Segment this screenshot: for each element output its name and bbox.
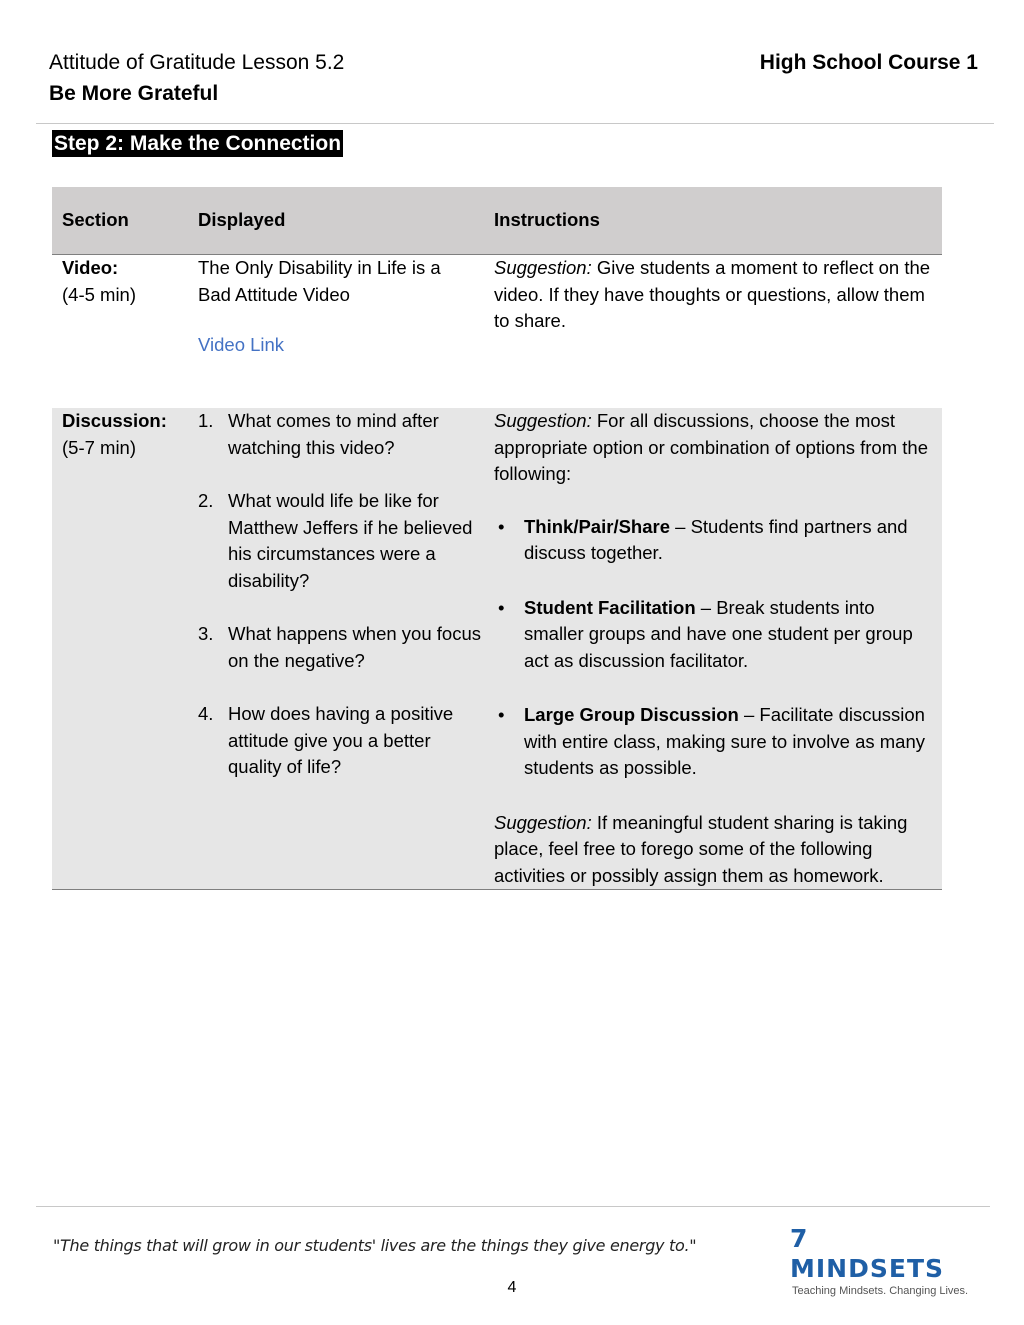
- question-number: 4.: [198, 703, 214, 724]
- question-number: 2.: [198, 490, 214, 511]
- discussion-intro: [494, 408, 932, 488]
- discussion-closing: [494, 810, 932, 890]
- footer-divider: [36, 1206, 990, 1207]
- suggestion-label: Suggestion:: [494, 410, 592, 431]
- lesson-subtitle: Be More Grateful: [49, 82, 219, 105]
- question-number: 1.: [198, 410, 214, 431]
- question-number: 3.: [198, 623, 214, 644]
- question-item: [198, 408, 484, 461]
- suggestion-label: Suggestion:: [494, 257, 592, 278]
- option-title: Student Facilitation: [524, 596, 696, 618]
- suggestion-text: For all discussions, choose the most appropriate option or combination of options from the following:: [494, 410, 928, 484]
- logo-wordmark: 7 MINDSETS: [790, 1224, 944, 1283]
- option-text: – Break students into smaller groups and have one student per group act as discussion facilitator.: [524, 596, 913, 671]
- video-instructions-cell: [484, 255, 942, 409]
- bullet-icon: •: [498, 596, 505, 618]
- question-text: What would life be like for Matthew Jeffers if he believed his circumstances were a disability?: [228, 490, 473, 591]
- question-item: [198, 621, 484, 674]
- video-section-time: (4-5 min): [62, 283, 137, 305]
- page-number: 4: [507, 1279, 517, 1296]
- option-item: [494, 514, 932, 567]
- option-title: Large Group Discussion: [524, 704, 739, 725]
- header-section: Section: [52, 187, 188, 255]
- footer-quote: "The things that will grow in our students' lives are the things they give energy to.": [53, 1236, 697, 1255]
- discussion-section-name: Discussion:: [62, 410, 167, 431]
- video-section-cell: [52, 255, 188, 409]
- header-instructions: Instructions: [484, 187, 942, 255]
- option-title: Think/Pair/Share: [524, 515, 670, 537]
- option-item: [494, 595, 932, 675]
- discussion-section-cell: [52, 408, 188, 890]
- discussion-section-time: (5-7 min): [62, 436, 137, 458]
- table-row-video: [52, 255, 942, 409]
- video-title: The Only Disability in Life is a Bad Attitude Video: [198, 257, 441, 305]
- discussion-options: [494, 514, 932, 782]
- bullet-icon: •: [498, 515, 505, 537]
- question-text: What happens when you focus on the negative?: [228, 623, 481, 671]
- header-divider: [36, 123, 994, 124]
- table-header-row: [52, 187, 942, 255]
- lesson-table: [52, 187, 942, 890]
- discussion-instructions-cell: [484, 408, 942, 890]
- page-header-left: [49, 47, 344, 109]
- table-row-discussion: [52, 408, 942, 890]
- course-name: High School Course 1: [759, 51, 978, 74]
- header-displayed: Displayed: [188, 187, 484, 255]
- suggestion-text: Give students a moment to reflect on the video. If they have thoughts or questions, allow them to share.: [494, 257, 931, 331]
- question-item: [198, 701, 484, 781]
- video-displayed-cell: [188, 255, 484, 409]
- option-item: [494, 702, 932, 782]
- step-title: Step 2: Make the Connection: [54, 132, 342, 155]
- video-link[interactable]: Video Link: [198, 334, 285, 355]
- discussion-displayed-cell: [188, 408, 484, 890]
- option-text: – Students find partners and discuss together.: [524, 515, 908, 563]
- suggestion-text: If meaningful student sharing is taking place, feel free to forego some of the following activities or possibly assign them as homework.: [494, 811, 908, 886]
- logo-tagline: Teaching Mindsets. Changing Lives.: [792, 1285, 969, 1297]
- question-item: [198, 488, 484, 594]
- video-suggestion: [494, 255, 932, 335]
- option-text: – Facilitate discussion with entire class, making sure to involve as many students as possible.: [524, 704, 926, 778]
- discussion-questions: [198, 408, 484, 781]
- question-text: What comes to mind after watching this video?: [228, 410, 439, 458]
- lesson-title: Attitude of Gratitude Lesson 5.2: [49, 51, 345, 74]
- question-text: How does having a positive attitude give you a better quality of life?: [228, 703, 454, 777]
- bullet-icon: •: [498, 704, 505, 725]
- suggestion-label: Suggestion:: [494, 811, 592, 833]
- video-section-name: Video:: [62, 257, 119, 278]
